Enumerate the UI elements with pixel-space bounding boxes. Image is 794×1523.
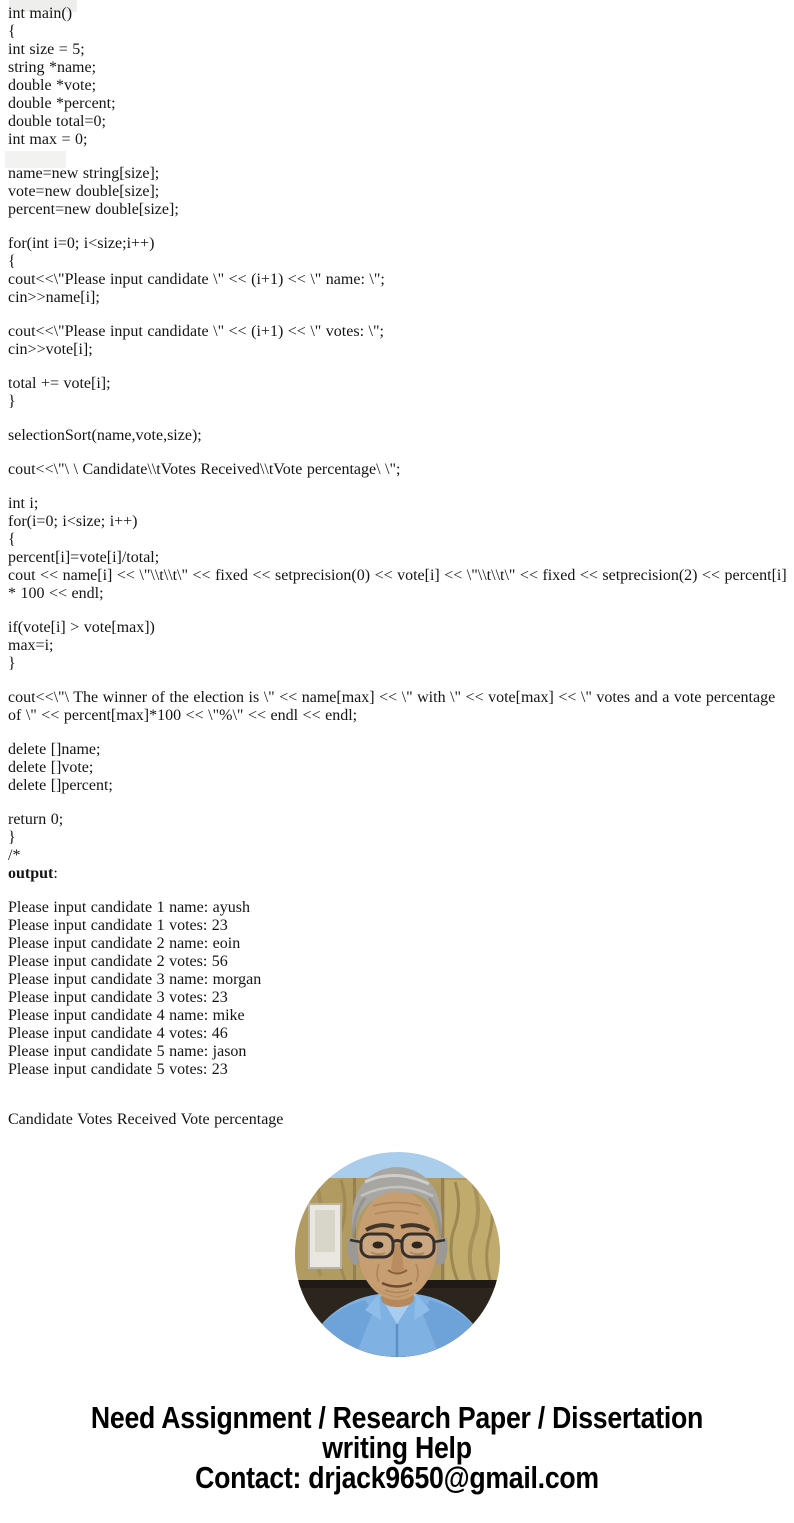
code-line: percent=new double[size]; — [8, 201, 179, 218]
code-line: Please input candidate 1 votes: 23 — [8, 917, 228, 934]
code-line: double total=0; — [8, 113, 106, 130]
output-label-line — [8, 865, 788, 883]
code-line: return 0; — [8, 811, 64, 828]
person-avatar-image — [295, 1152, 500, 1357]
code-line: Please input candidate 4 votes: 46 — [8, 1025, 228, 1042]
output-label: output — [8, 865, 54, 882]
code-line: Please input candidate 5 votes: 23 — [8, 1061, 228, 1078]
blank-line — [8, 307, 788, 323]
code-line: cout<<\"\ \ Candidate\\tVotes Received\\tVote percentage\ \"; — [8, 461, 401, 478]
code-line: percent[i]=vote[i]/total; — [8, 549, 160, 566]
footer-heading-line2: writing Help — [322, 1430, 472, 1465]
code-line: vote=new double[size]; — [8, 183, 160, 200]
code-line: name=new string[size]; — [8, 165, 160, 182]
code-line: delete []vote; — [8, 759, 94, 776]
blank-line — [8, 445, 788, 461]
footer-ad — [0, 1400, 794, 1495]
code-line: total += vote[i]; — [8, 375, 111, 392]
code-line: double *vote; — [8, 77, 97, 94]
code-line: } — [8, 655, 16, 672]
profile-photo — [295, 1152, 500, 1357]
footer-heading-line1: Need Assignment / Research Paper / Dissertation — [90, 1400, 704, 1435]
code-line: } — [8, 829, 16, 846]
blank-line — [8, 603, 788, 619]
code-line: for(i=0; i<size; i++) — [8, 513, 138, 530]
blank-line — [8, 673, 788, 689]
code-line: Please input candidate 4 name: mike — [8, 1007, 245, 1024]
footer-contact: Contact: drjack9650@gmail.com — [195, 1460, 599, 1495]
code-line: cout << name[i] << \"\\t\\t\" << fixed << setprecision(0) << vote[i] << \"\\t\\t\" << fixed << setprecision(2) << percent[i] * 100 << endl; — [8, 567, 787, 602]
code-line: cout<<\"\ The winner of the election is \" << name[max] << \" with \" << vote[max] << \" votes and a vote percentage of \" << percent[max]*100 << \"%\" << endl << endl; — [8, 689, 776, 724]
code-line: Please input candidate 5 name: jason — [8, 1043, 247, 1060]
code-line: int size = 5; — [8, 41, 85, 58]
code-line: cout<<\"Please input candidate \" << (i+1) << \" votes: \"; — [8, 323, 384, 340]
code-line: max=i; — [8, 637, 54, 654]
code-line: int max = 0; — [8, 131, 88, 148]
blank-line — [8, 1079, 788, 1095]
code-line: { — [8, 23, 16, 40]
code-line: for(int i=0; i<size;i++) — [8, 235, 155, 252]
code-line: { — [8, 531, 16, 548]
code-line: delete []percent; — [8, 777, 113, 794]
code-line: string *name; — [8, 59, 97, 76]
code-line: if(vote[i] > vote[max]) — [8, 619, 155, 636]
blank-line — [8, 219, 788, 235]
code-line: Please input candidate 3 name: morgan — [8, 971, 262, 988]
code-line: int i; — [8, 495, 39, 512]
code-line: cin>>name[i]; — [8, 289, 100, 306]
code-line: cout<<\"Please input candidate \" << (i+1) << \" name: \"; — [8, 271, 385, 288]
blank-line — [8, 725, 788, 741]
blank-line — [8, 795, 788, 811]
code-line: delete []name; — [8, 741, 101, 758]
code-line: double *percent; — [8, 95, 116, 112]
blank-line — [8, 1095, 788, 1111]
code-line: /* — [8, 847, 21, 864]
output-colon: : — [53, 865, 58, 882]
code-lines-top — [8, 5, 788, 865]
blank-line — [8, 411, 788, 427]
code-line: Please input candidate 2 votes: 56 — [8, 953, 228, 970]
code-line: Please input candidate 1 name: ayush — [8, 899, 250, 916]
code-line: Please input candidate 3 votes: 23 — [8, 989, 228, 1006]
blank-line — [8, 359, 788, 375]
code-line: { — [8, 253, 16, 270]
code-line: selectionSort(name,vote,size); — [8, 427, 202, 444]
code-lines-bottom — [8, 883, 788, 1129]
blank-line — [8, 883, 788, 899]
blank-line — [8, 149, 788, 165]
code-line: } — [8, 393, 16, 410]
code-line: cin>>vote[i]; — [8, 341, 93, 358]
code-line: Candidate Votes Received Vote percentage — [8, 1111, 284, 1128]
code-line: int main() — [8, 5, 73, 22]
blank-line — [8, 479, 788, 495]
code-line: Please input candidate 2 name: eoin — [8, 935, 241, 952]
